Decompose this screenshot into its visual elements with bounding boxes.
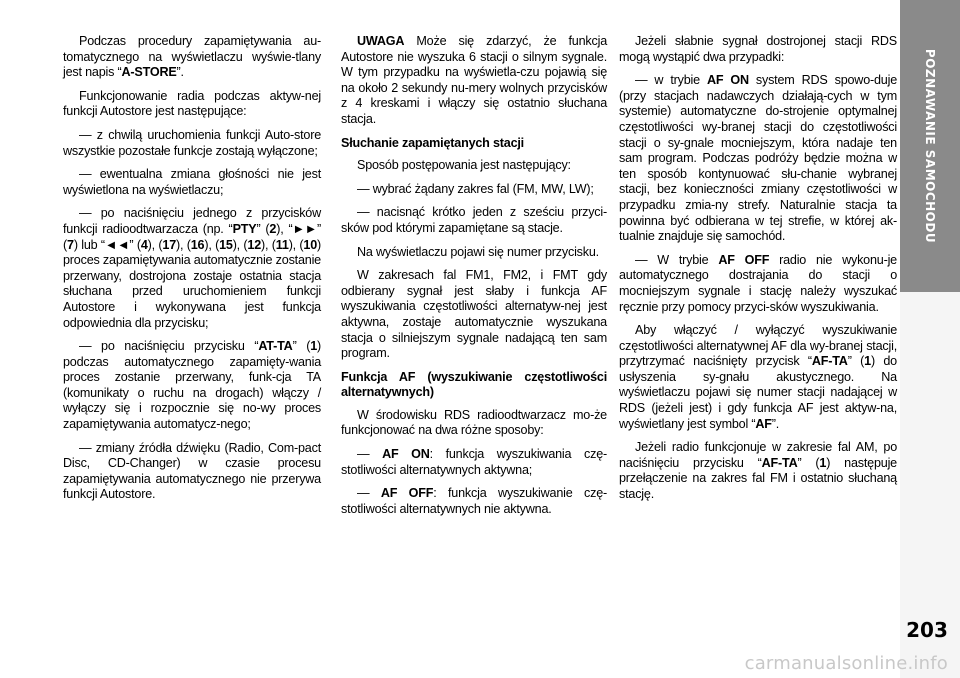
text-column-1 — [63, 34, 321, 511]
fast-forward-icon: ►► — [292, 221, 318, 236]
paragraph: Podczas procedury zapamiętywania au-tomatycznego na wyświetlaczu wyświe-tlany jest napis “A-STORE”. — [63, 34, 321, 80]
paragraph: Jeżeli słabnie sygnał dostrojonej stacji RDS mogą wystąpić dwa przypadki: — [619, 34, 897, 64]
section-heading: Funkcja AF (wyszukiwanie częstotliwości alternatywnych) — [341, 369, 607, 400]
paragraph: Funkcjonowanie radia podczas aktyw-nej funkcji Autostore jest następujące: — [63, 88, 321, 119]
list-item: — nacisnąć krótko jeden z sześciu przyci-sków pod którymi zapamiętane są stacje. — [341, 205, 607, 235]
list-item: — po naciśnięciu przycisku “AT-TA” (1) podczas automatycznego zapamięty-wania proces zostanie przerwany, funk-cja TA (komunikaty o ruchu na drogach) włączy / wyłączy się i rozpocznie się no-wy proces zapamiętywania automatycz-nego; — [63, 339, 321, 432]
page-number: 203 — [906, 618, 948, 642]
text-column-2 — [341, 34, 607, 525]
paragraph: Aby włączyć / wyłączyć wyszukiwanie częstotliwości alternatywnej AF dla wy-branej stacji, przytrzymać naciśnięty przycisk “AF-TA” (1) do usłyszenia sy-gnału akustycznego. Na wyświetlaczu pojawi się numer stacji nadającej w RDS (jeżeli jest) i gdy funkcja AF jest aktyw-na, wyświetlany jest symbol “AF”. — [619, 323, 897, 431]
list-item: — ewentualna zmiana głośności nie jest wyświetlona na wyświetlaczu; — [63, 167, 321, 197]
list-item: — po naciśnięciu jednego z przycisków funkcji radioodtwarzacza (np. “PTY” (2), “►►” (7) lub “◄◄” (4), (17), (16), (15), (12), (11), (10) proces zapamiętywania automatycznie zostanie przerwany, dostrojona zostaje ostatnia stacja słuchana przed uruchomieniem funkcji Autostore i wykonywana jest funkcja odpowiednia dla przycisku; — [63, 206, 322, 330]
note-paragraph: UWAGA Może się zdarzyć, że funkcja Autostore nie wyszuka 6 stacji o silnym sygnale. W tym przypadku na wyświetla-czu pojawią się na około 2 sekundy nu-mery wolnych przycisków z 4 kreskami i włączy się ostatnio słuchana stacja. — [341, 34, 607, 126]
bold-term: A-STORE — [121, 65, 177, 80]
list-item: — AF ON: funkcja wyszukiwania czę-stotliwości alternatywnych aktywna; — [341, 447, 607, 477]
watermark: carmanualsonline.info — [744, 653, 948, 674]
list-item: — z chwilą uruchomienia funkcji Auto-store wszystkie pozostałe funkcje zostają wyłączone; — [63, 127, 321, 158]
note-label: UWAGA — [357, 34, 405, 48]
paragraph: Jeżeli radio funkcjonuje w zakresie fal AM, po naciśnięciu przycisku “AF-TA” (1) następuje przełączenie na zakres fal FM i ostatnio słuchaną stację. — [619, 440, 897, 502]
paragraph: W zakresach fal FM1, FM2, i FMT gdy odbierany sygnał jest słaby i funkcja AF wyszukiwania częstotliwości alternatyw-nej jest aktywna, zostaje automatycznie wyszukana stacja o silniejszym sygnale nadającą ten sam program. — [341, 268, 607, 361]
rewind-icon: ◄◄ — [104, 237, 130, 252]
section-tab-label: POZNAWANIE SAMOCHODU — [923, 48, 937, 244]
list-item: — wybrać żądany zakres fal (FM, MW, LW); — [357, 181, 594, 196]
page-sidebar — [900, 0, 960, 678]
paragraph: W środowisku RDS radioodtwarzacz mo-że funkcjonować na dwa różne sposoby: — [341, 407, 607, 438]
paragraph: Na wyświetlaczu pojawi się numer przycisku. — [357, 244, 599, 259]
list-item: — W trybie AF OFF radio nie wykonu-je automatycznego dostrajania do stacji o mocniejszym sygnale i stację należy wyszukać ręcznie przy pomocy przyci-sków wyszukiwania. — [619, 252, 897, 314]
list-item: — w trybie AF ON system RDS spowo-duje (przy stacjach nadawczych działają-cych w tym systemie) automatyczne do-strojenie optymalnej częstotliwości wy-branej stacji do częstotliwości stacji o sy-gnale mocniejszym, która nadaje ten sam program. Podczas podróży będzie można w ten sposób kontynuować słu-chanie wybranej stacji, bez konieczności zmiany częstotliwości w przypadku zmia-ny strefy. Naturalnie stacja ta powinna być odbierana w tej strefie, w której ak-tualnie znajduje się samochód. — [619, 73, 898, 244]
section-tab — [900, 0, 960, 292]
paragraph: Sposób postępowania jest następujący: — [357, 158, 571, 173]
section-heading: Słuchanie zapamiętanych stacji — [341, 135, 524, 150]
text-column-3 — [619, 34, 897, 511]
list-item: — AF OFF: funkcja wyszukiwanie czę-stotliwości alternatywnych nie aktywna. — [341, 486, 607, 516]
list-item: — zmiany źródła dźwięku (Radio, Com-pact Disc, CD-Changer) w czasie procesu zapamiętywania automatycznego nie przerywa funkcji Autostore. — [63, 440, 321, 502]
